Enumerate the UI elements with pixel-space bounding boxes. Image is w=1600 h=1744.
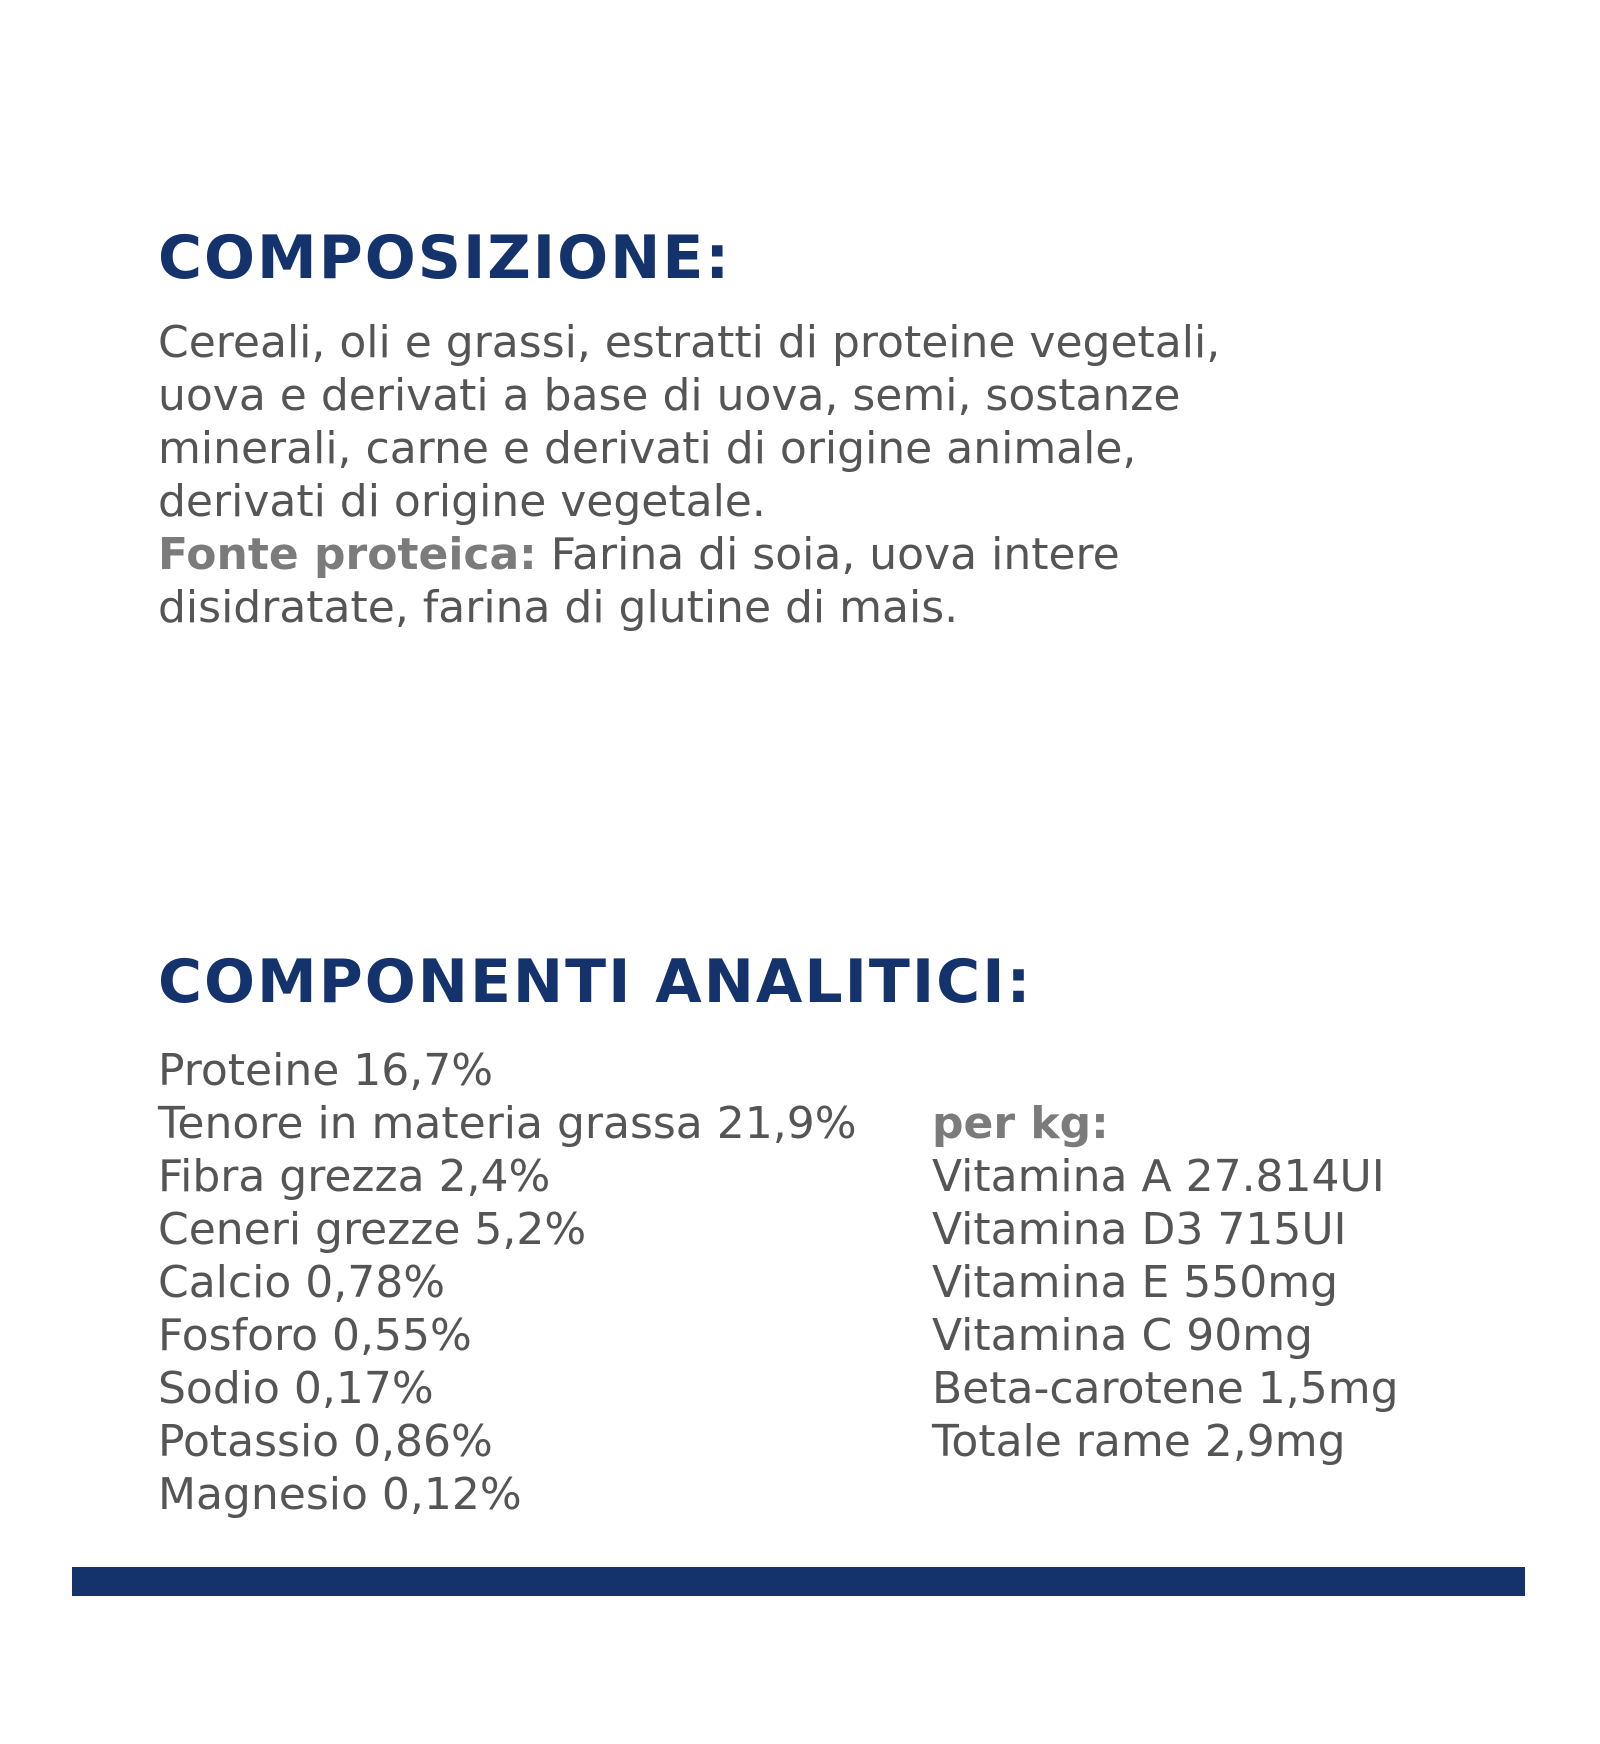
analytics-item: Tenore in materia grassa 21,9% <box>158 1098 857 1149</box>
vitamin-item: Vitamina A 27.814UI <box>932 1151 1385 1202</box>
vitamin-item: Vitamina C 90mg <box>932 1310 1313 1361</box>
per-kg-label: per kg: <box>932 1098 1109 1149</box>
composition-heading: COMPOSIZIONE: <box>158 223 732 293</box>
composition-line: Cereali, oli e grassi, estratti di proteine vegetali, <box>158 317 1221 368</box>
protein-source-label: Fonte proteica: <box>158 529 537 580</box>
analytics-item: Ceneri grezze 5,2% <box>158 1204 587 1255</box>
vitamin-item: Totale rame 2,9mg <box>932 1416 1346 1467</box>
vitamin-item: Beta-carotene 1,5mg <box>932 1363 1399 1414</box>
analytics-item: Fibra grezza 2,4% <box>158 1151 551 1202</box>
vitamins-list <box>932 1150 1399 1468</box>
analytics-item: Sodio 0,17% <box>158 1363 434 1414</box>
bottom-divider-bar <box>72 1567 1525 1596</box>
protein-source-line <box>158 528 1458 581</box>
vitamin-item: Vitamina E 550mg <box>932 1257 1339 1308</box>
analytics-item: Calcio 0,78% <box>158 1257 446 1308</box>
composition-line: derivati di origine vegetale. <box>158 476 766 527</box>
vitamin-item: Vitamina D3 715UI <box>932 1204 1347 1255</box>
composition-line: minerali, carne e derivati di origine animale, <box>158 423 1137 474</box>
protein-source-line-2: disidratate, farina di glutine di mais. <box>158 582 959 633</box>
composition-text <box>158 316 1458 634</box>
composition-line: uova e derivati a base di uova, semi, sostanze <box>158 370 1181 421</box>
analytics-list <box>158 1044 857 1521</box>
analytics-item: Fosforo 0,55% <box>158 1310 472 1361</box>
analytics-heading: COMPONENTI ANALITICI: <box>158 947 1033 1017</box>
analytics-item: Magnesio 0,12% <box>158 1469 522 1520</box>
analytics-item: Proteine 16,7% <box>158 1045 494 1096</box>
protein-source-value: Farina di soia, uova intere <box>536 529 1120 580</box>
analytics-item: Potassio 0,86% <box>158 1416 493 1467</box>
